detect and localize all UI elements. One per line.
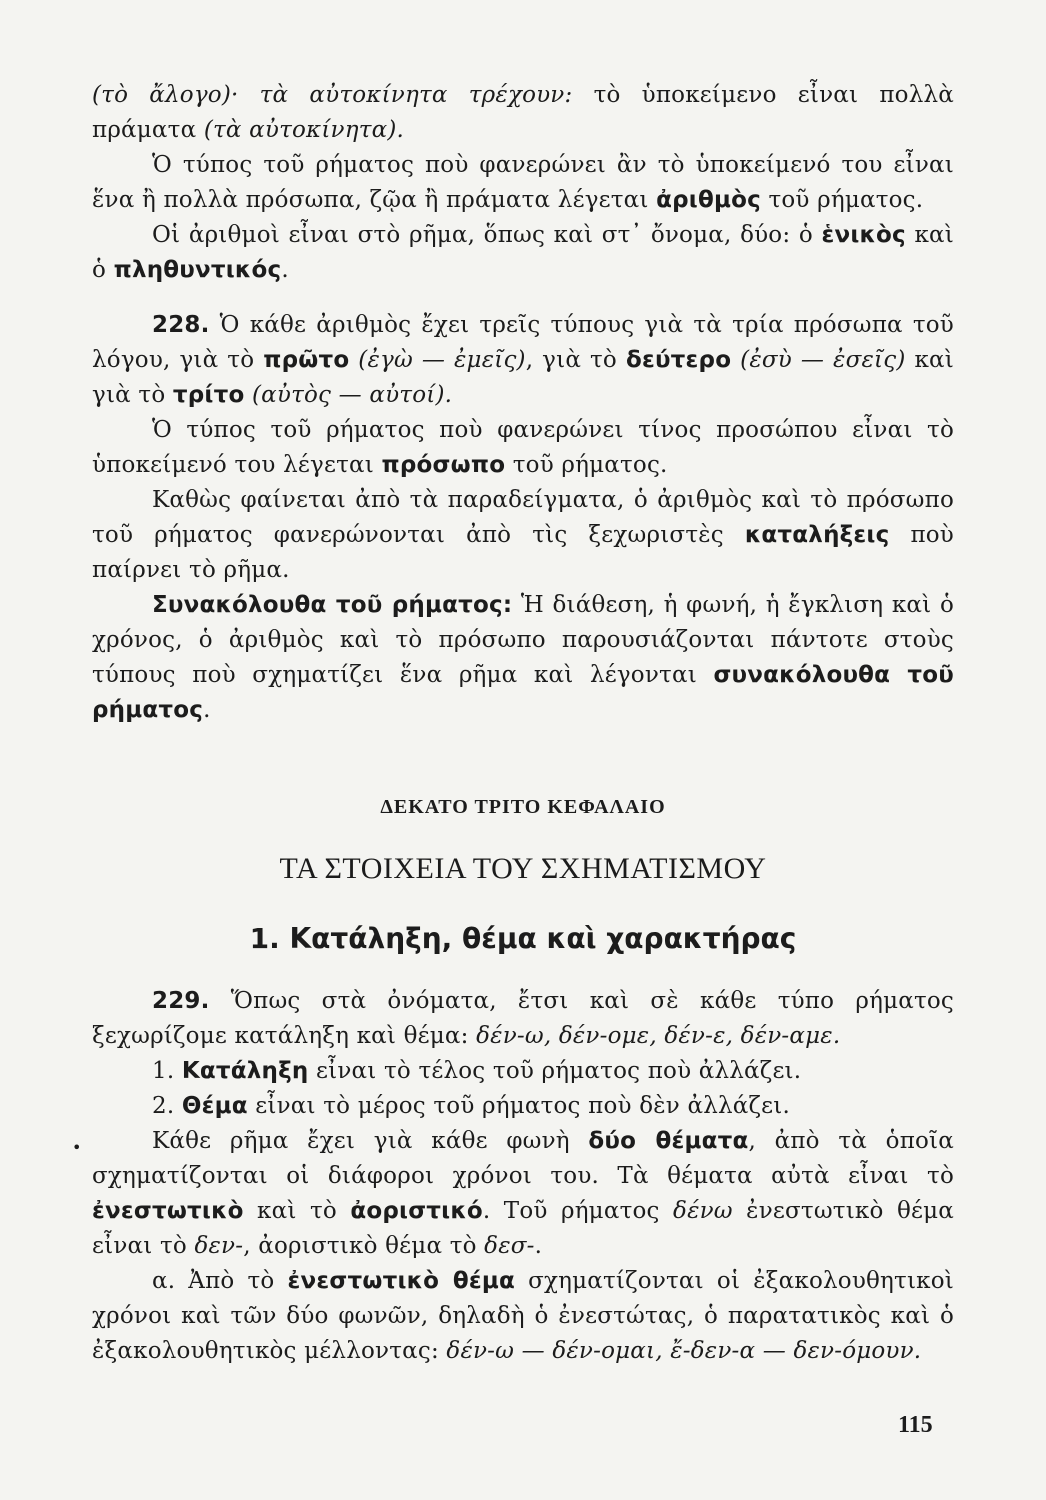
paragraph-person-definition: Ὁ τύπος τοῦ ρήματος ποὺ φανερώνει τίνος προσώπου εἶναι τὸ ὑποκείμενό του λέγεται πρόσωπο τοῦ ρήματος. [92, 417, 954, 478]
section-number-228: 228. [152, 312, 210, 338]
term-katalixi: Κατάληξη [181, 1058, 309, 1084]
term-enikos: ἑνικὸς [821, 222, 906, 248]
list-item-thema: 2. Θέμα εἶναι τὸ μέρος τοῦ ρήματος ποὺ δὲν ἀλλάζει. [152, 1093, 791, 1119]
chapter-title: ΤΑ ΣΤΟΙΧΕΙΑ ΤΟΥ ΣΧΗΜΑΤΙΣΜΟΥ [279, 852, 767, 885]
paragraph-228: 228. Ὁ κάθε ἀριθμὸς ἔχει τρεῖς τύπους γιὰ τὰ τρία πρόσωπα τοῦ λόγου, γιὰ τὸ πρῶτο (ἐγὼ — ἐμεῖς), γιὰ τὸ δεύτερο (ἐσὺ — ἐσεῖς) καὶ γιὰ τὸ τρίτο (αὐτὸς — αὐτοί). [92, 312, 954, 408]
margin-dot: • [72, 1138, 82, 1157]
section-229 [92, 984, 954, 1369]
paragraph-two-stems: Κάθε ρῆμα ἔχει γιὰ κάθε φωνὴ δύο θέματα, ἀπὸ τὰ ὁποῖα σχηματίζονται οἱ διάφοροι χρόνοι του. Τὰ θέματα αὐτὰ εἶναι τὸ ἐνεστωτικὸ καὶ τὸ ἀοριστικό. Τοῦ ρήματος δένω ἐνεστωτικὸ θέμα εἶναι τὸ δεν-, ἀοριστικὸ θέμα τὸ δεσ-. [92, 1128, 955, 1259]
term-prosopo: πρόσωπο [381, 452, 506, 478]
paragraph-synakoloutha: Συνακόλουθα τοῦ ρήματος: Ἡ διάθεση, ἡ φωνή, ἡ ἔγκλιση καὶ ὁ χρόνος, ὁ ἀριθμὸς καὶ τὸ πρόσωπο παρουσιάζονται πάντοτε στοὺς τύπους ποὺ σχηματίζει ἕνα ρῆμα καὶ λέγονται συνακόλουθα τοῦ ρήματος. [92, 592, 955, 723]
term-katalixeis: καταλήξεις [744, 522, 890, 548]
section-number-229: 229. [152, 988, 210, 1014]
term-plithyntikos: πληθυντικός [113, 257, 282, 283]
term-thema: Θέμα [181, 1093, 248, 1119]
paragraph-numbers: Οἱ ἀριθμοὶ εἶναι στὸ ρῆμα, ὅπως καὶ στ᾽ ὄνομα, δύο: ὁ ἑνικὸς καὶ ὁ πληθυντικός. [92, 222, 954, 283]
section-228 [92, 308, 954, 728]
chapter-number: ΔΕΚΑΤΟ ΤΡΙΤΟ ΚΕΦΑΛΑΙΟ [380, 796, 666, 818]
paragraph-number-definition: Ὁ τύπος τοῦ ρήματος ποὺ φανερώνει ἂν τὸ ὑποκείμενό του εἶναι ἕνα ἢ πολλὰ πρόσωπα, ζῷα ἢ πράματα λέγεται ἀριθμὸς τοῦ ρήματος. [92, 152, 954, 213]
page-number: 115 [898, 1412, 933, 1438]
section-title: 1. Κατάληξη, θέμα καὶ χαρακτήρας [249, 922, 797, 955]
list-item-katalixi: 1. Κατάληξη εἶναι τὸ τέλος τοῦ ρήματος ποὺ ἀλλάζει. [152, 1058, 802, 1084]
term-arithmos: ἀριθμὸς [656, 187, 761, 213]
paragraph-229: 229. Ὅπως στὰ ὀνόματα, ἔτσι καὶ σὲ κάθε τύπο ρήματος ξεχωρίζομε κατάληξη καὶ θέμα: δέν-ω, δέν-ομε, δέν-ε, δέν-αμε. [92, 988, 954, 1049]
paragraph-present-stem: α. Ἀπὸ τὸ ἐνεστωτικὸ θέμα σχηματίζονται οἱ ἐξακολουθητικοὶ χρόνοι καὶ τῶν δύο φωνῶν, δηλαδὴ ὁ ἐνεστώτας, ὁ παρατατικὸς καὶ ὁ ἐξακολουθητικὸς μέλλοντας: δέν-ω — δέν-ομαι, ἔ-δεν-α — δεν-όμουν. [92, 1268, 955, 1364]
paragraph-continuation: (τὸ ἄλογο)· τὰ αὐτοκίνητα τρέχουν: τὸ ὑποκείμενο εἶναι πολλὰ πράματα (τὰ αὐτοκίνητα). [92, 82, 955, 143]
heading-synakoloutha: Συνακόλουθα τοῦ ρήματος: [152, 592, 513, 618]
paragraph-endings: Καθὼς φαίνεται ἀπὸ τὰ παραδείγματα, ὁ ἀριθμὸς καὶ τὸ πρόσωπο τοῦ ρήματος φανερώνονται ἀπὸ τὶς ξεχωριστὲς καταλήξεις ποὺ παίρνει τὸ ρῆμα. [92, 487, 954, 583]
term-synakoloutha: συνακόλουθα τοῦ ρήματος [92, 662, 955, 723]
top-section [92, 78, 954, 288]
